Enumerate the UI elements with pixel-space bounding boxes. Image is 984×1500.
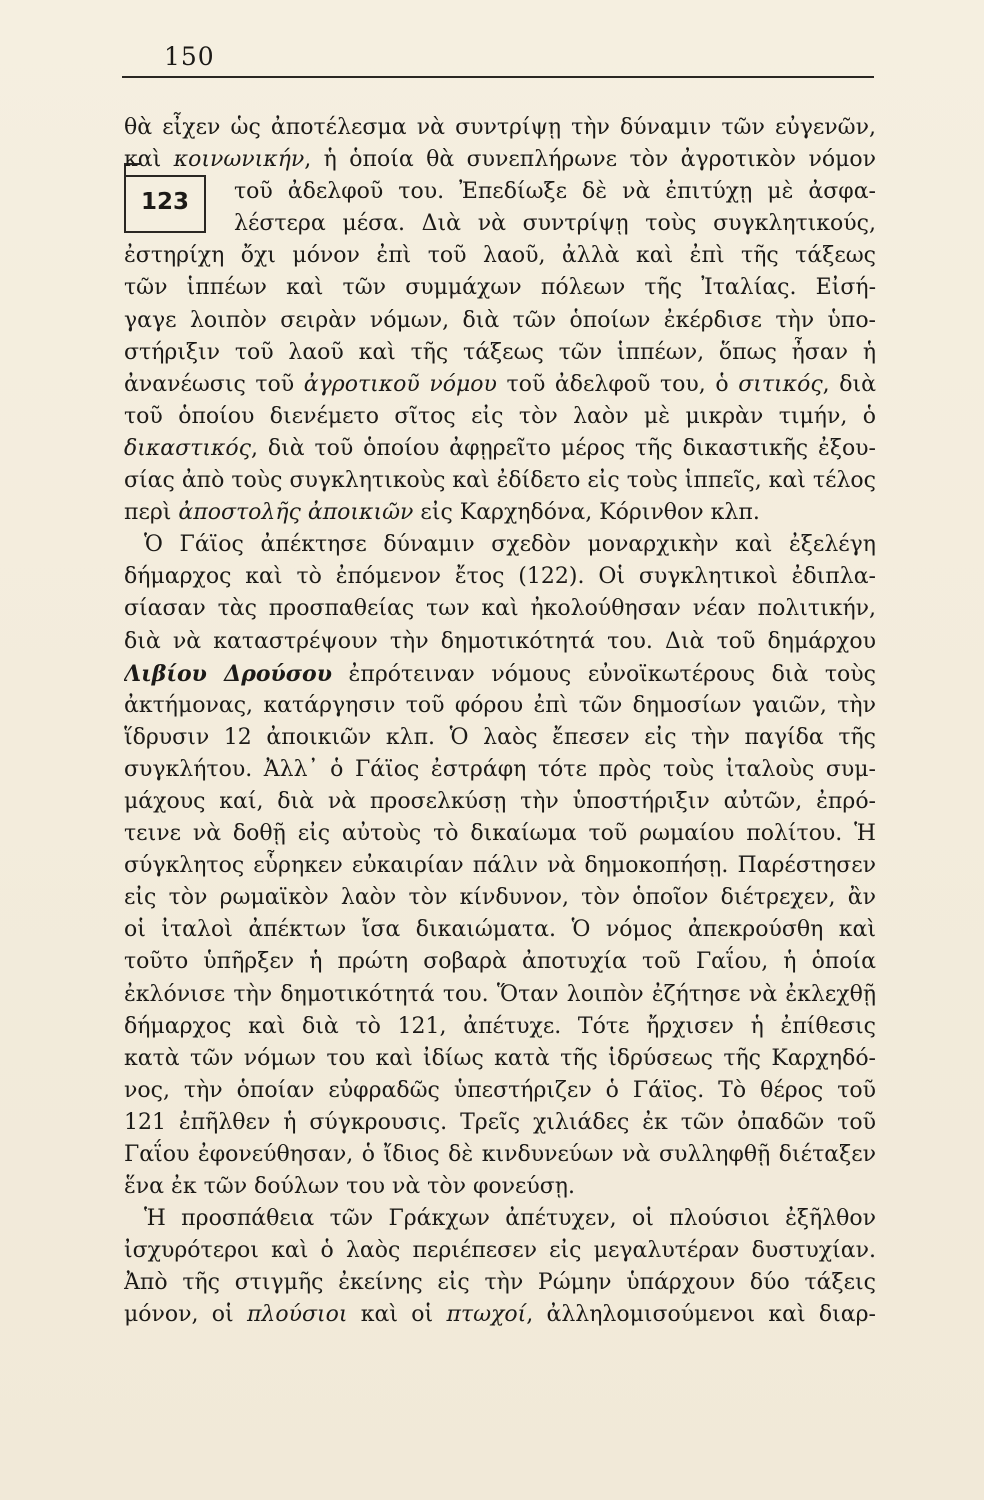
text-line — [124, 1075, 876, 1107]
emphasis-text: ἀποστολῆς ἀποικιῶν — [178, 500, 414, 526]
text-line — [124, 112, 876, 144]
text-run: ἵδρυσιν 12 ἀποικιῶν κλπ. Ὁ λαὸς ἔπεσεν εἰς τὴν παγίδα τῆς — [124, 724, 876, 750]
text-line — [124, 305, 876, 337]
text-run: κατὰ τῶν νόμων του καὶ ἰδίως κατὰ τῆς ἱδρύσεως τῆς Καρχηδό- — [124, 1045, 876, 1071]
text-line — [124, 176, 876, 208]
text-line — [124, 497, 876, 529]
emphasis-text: πτωχοί — [446, 1302, 527, 1328]
emphasis-text: κοινωνικήν — [173, 147, 305, 173]
text-line — [124, 979, 876, 1011]
text-line — [124, 401, 876, 433]
text-run: ἐπρότειναν νόμους εὐνοϊκωτέρους διὰ τοὺς — [331, 661, 876, 687]
text-run: τοῦ ὁποίου διενέμετο σῖτος εἰς τὸν λαὸν μὲ μικρὰν τιμήν, ὁ — [124, 403, 876, 429]
text-run: ἐκλόνισε τὴν δημοτικότητά του. Ὅταν λοιπὸν ἐζήτησε νὰ ἐκλεχθῇ — [124, 981, 876, 1007]
text-line — [124, 465, 876, 497]
text-line — [124, 1267, 876, 1299]
text-run: τοῦ ἀδελφοῦ του, ὁ — [496, 371, 739, 397]
text-run: μάχους καί, διὰ νὰ προσελκύσῃ τὴν ὑποστήριξιν αὐτῶν, ἐπρό- — [124, 788, 876, 814]
text-run: λέστερα μέσα. Διὰ νὰ συντρίψῃ τοὺς συγκλητικούς, — [234, 211, 876, 237]
header-rule — [122, 76, 874, 78]
text-run: ἀνανέωσις τοῦ — [124, 371, 304, 397]
text-run: Ὁ Γάϊος ἀπέκτησε δύναμιν σχεδὸν μοναρχικὴν καὶ ἐξελέγη — [144, 532, 876, 558]
text-run: συγκλήτου. Ἀλλ᾽ ὁ Γάϊος ἐστράφη τότε πρὸς τοὺς ἰταλοὺς συμ- — [124, 756, 876, 782]
text-run: ἐστηρίχη ὄχι μόνον ἐπὶ τοῦ λαοῦ, ἀλλὰ καὶ ἐπὶ τῆς τάξεως — [124, 243, 876, 269]
emphasis-text: δικαστικός — [124, 435, 251, 461]
text-line — [124, 914, 876, 946]
text-line — [124, 144, 876, 176]
text-line — [124, 593, 876, 625]
text-line — [124, 1043, 876, 1075]
text-run: οἱ ἰταλοὶ ἀπέκτων ἴσα δικαιώματα. Ὁ νόμος ἀπεκρούσθη καὶ — [124, 917, 876, 943]
text-run: σίας ἀπὸ τοὺς συγκλητικοὺς καὶ ἐδίδετο εἰς τοὺς ἱππεῖς, καὶ τέλος — [124, 468, 876, 494]
text-run: , διὰ τοῦ ὁποίου ἀφῃρεῖτο μέρος τῆς δικαστικῆς ἐξου- — [250, 435, 876, 461]
text-line — [124, 658, 876, 690]
text-run: ἀκτήμονας, κατάργησιν τοῦ φόρου ἐπὶ τῶν δημοσίων γαιῶν, τὴν — [124, 692, 876, 718]
text-run: γαγε λοιπὸν σειρὰν νόμων, διὰ τῶν ὁποίων ἐκέρδισε τὴν ὑπο- — [124, 307, 876, 333]
text-line — [124, 561, 876, 593]
text-run: Γαΐου ἐφονεύθησαν, ὁ ἴδιος δὲ κινδυνεύων νὰ συλληφθῇ διέταξεν — [124, 1142, 876, 1167]
emphasis-text: ἀγροτικοῦ νόμου — [303, 371, 497, 397]
text-run: θὰ εἶχεν ὡς ἀποτέλεσμα νὰ συντρίψῃ τὴν δύναμιν τῶν εὐγενῶν, — [124, 115, 876, 140]
text-line — [124, 1139, 876, 1171]
body-text — [124, 112, 876, 1332]
text-run: σίασαν τὰς προσπαθείας των καὶ ἠκολούθησαν νέαν πολιτικήν, — [124, 596, 876, 622]
text-run: νος, τὴν ὁποίαν εὐφραδῶς ὑπεστήριζεν ὁ Γάϊος. Τὸ θέρος τοῦ — [124, 1077, 876, 1103]
text-line — [124, 1011, 876, 1043]
text-line — [124, 1171, 876, 1203]
text-line — [124, 786, 876, 818]
text-line — [124, 754, 876, 786]
text-run: ἰσχυρότεροι καὶ ὁ λαὸς περιέπεσεν εἰς μεγαλυτέραν δυστυχίαν. — [124, 1238, 876, 1264]
text-run: μόνον, οἱ — [124, 1302, 247, 1328]
text-line — [124, 337, 876, 369]
emphasis-text: Λιβίου Δρούσου — [124, 660, 332, 687]
text-line — [124, 850, 876, 882]
text-run: Ἀπὸ τῆς στιγμῆς ἐκείνης εἰς τὴν Ρώμην ὑπάρχουν δύο τάξεις — [124, 1270, 876, 1296]
text-line — [124, 529, 876, 561]
text-line — [124, 818, 876, 850]
text-run: τῶν ἱππέων καὶ τῶν συμμάχων πόλεων τῆς Ἰταλίας. Εἰσή- — [124, 275, 876, 301]
text-line — [124, 240, 876, 272]
text-run: καὶ οἱ — [347, 1302, 447, 1328]
margin-section-number: 123 — [140, 189, 189, 215]
text-run: τεινε νὰ δοθῇ εἰς αὐτοὺς τὸ δικαίωμα τοῦ ρωμαίου πολίτου. Ἡ — [124, 821, 876, 847]
text-run: 121 ἐπῆλθεν ἡ σύγκρουσις. Τρεῖς χιλιάδες ἐκ τῶν ὀπαδῶν τοῦ — [124, 1109, 876, 1135]
text-line — [124, 433, 876, 465]
text-line — [124, 690, 876, 722]
text-run: , ἀλληλομισούμενοι καὶ διαρ- — [526, 1302, 876, 1328]
text-line — [124, 1299, 876, 1331]
text-run: ἕνα ἐκ τῶν δούλων του νὰ τὸν φονεύσῃ. — [124, 1174, 575, 1200]
text-line — [124, 272, 876, 304]
page-number: 150 — [164, 42, 215, 71]
text-run: καὶ — [124, 147, 174, 173]
text-line — [124, 369, 876, 401]
text-run: , ἡ ὁποία θὰ συνεπλήρωνε τὸν ἀγροτικὸν νόμον — [304, 147, 876, 173]
text-run: περὶ — [124, 500, 179, 526]
text-line — [124, 626, 876, 658]
text-run: τοῦτο ὑπῆρξεν ἡ πρώτη σοβαρὰ ἀποτυχία τοῦ Γαΐου, ἡ ὁποία — [124, 949, 876, 975]
text-run: δήμαρχος καὶ τὸ ἐπόμενον ἔτος (122). Οἱ συγκλητικοὶ ἐδιπλα- — [124, 564, 876, 590]
emphasis-text: πλούσιοι — [246, 1302, 348, 1328]
text-line — [124, 946, 876, 978]
text-line — [124, 722, 876, 754]
text-run: εἰς τὸν ρωμαϊκὸν λαὸν τὸν κίνδυνον, τὸν ὁποῖον διέτρεχεν, ἂν — [124, 885, 876, 911]
text-line — [124, 208, 876, 240]
text-run: τοῦ ἀδελφοῦ του. Ἐπεδίωξε δὲ νὰ ἐπιτύχῃ μὲ ἀσφα- — [234, 179, 876, 205]
text-line — [124, 1235, 876, 1267]
text-run: , διὰ — [822, 371, 876, 397]
text-line — [124, 1107, 876, 1139]
text-run: Ἡ προσπάθεια τῶν Γράκχων ἀπέτυχεν, οἱ πλούσιοι ἐξῆλθον — [144, 1206, 876, 1232]
emphasis-text: σιτικός — [738, 371, 823, 397]
text-run: εἰς Καρχηδόνα, Κόρινθον κλπ. — [413, 500, 760, 526]
text-line — [124, 882, 876, 914]
text-run: στήριξιν τοῦ λαοῦ καὶ τῆς τάξεως τῶν ἱππέων, ὅπως ἦσαν ἡ — [124, 339, 876, 365]
text-run: διὰ νὰ καταστρέψουν τὴν δημοτικότητά του. Διὰ τοῦ δημάρχου — [124, 628, 876, 654]
text-run: δήμαρχος καὶ διὰ τὸ 121, ἀπέτυχε. Τότε ἤρχισεν ἡ ἐπίθεσις — [124, 1013, 876, 1039]
text-run: σύγκλητος εὗρηκεν εὐκαιρίαν πάλιν νὰ δημοκοπήσῃ. Παρέστησεν — [124, 853, 876, 879]
text-line — [124, 1203, 876, 1235]
